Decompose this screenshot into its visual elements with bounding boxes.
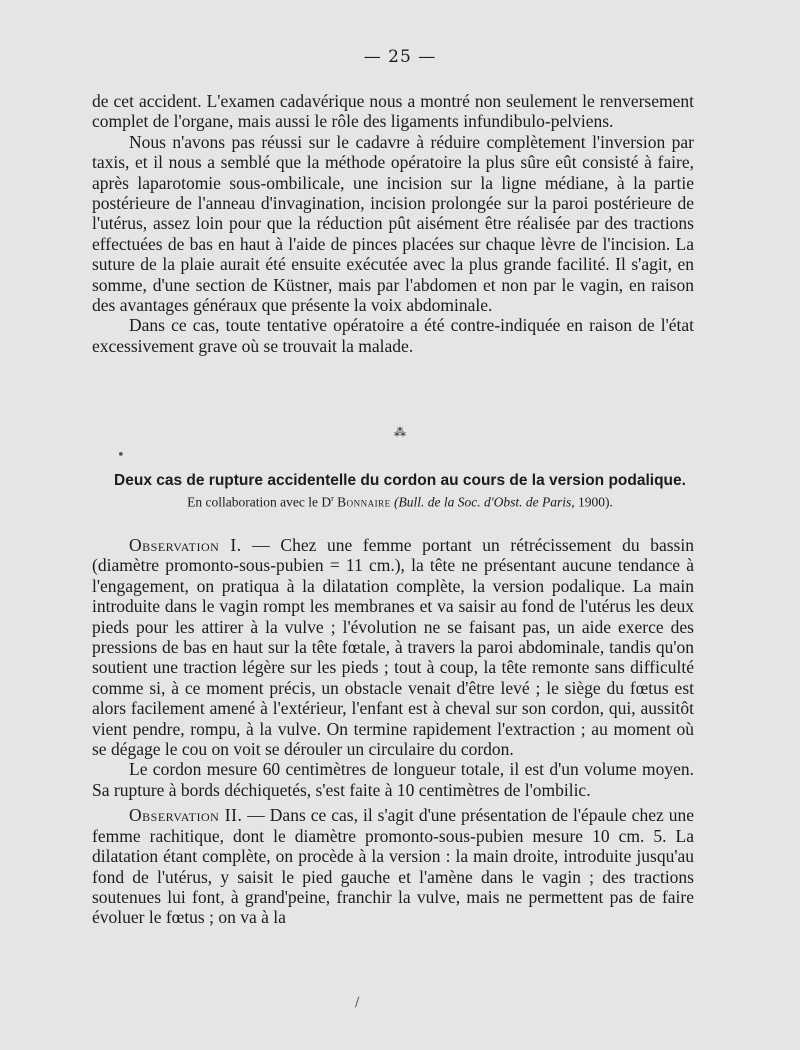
- pencil-mark: /: [355, 995, 360, 1010]
- section-2-text: [92, 535, 694, 928]
- paragraph-conclusion: Dans ce cas, toute tentative opératoire a été contre-indiquée en raison de l'état excessivement grave où se trouvait la malade.: [92, 315, 694, 356]
- observation-1-label: Observation I.: [129, 535, 242, 555]
- observation-1: [92, 535, 694, 759]
- observation-1-follow: Le cordon mesure 60 centimètres de longueur totale, il est d'un volume moyen. Sa rupture à bords déchiquetés, s'est faite à 10 centimètres de l'ombilic.: [92, 759, 694, 800]
- observation-1-text: — Chez une femme portant un rétrécissement du bassin (diamètre promonto-sous-pubien = 11 cm.), la tête ne présentant aucune tendance à l'engagement, on pratiqua à la dilatation complète, la version podalique. La main introduite dans le vagin rompt les membranes et va saisir au fond de l'utérus les deux pieds pour les attirer à la vulve ; l'évolution ne se faisant pas, un aide exerce des pressions de bas en haut sur la tête fœtale, à travers la paroi abdominale, tandis qu'on soutient une traction légère sur les pieds ; tout à coup, la tête remonte sans difficulté comme si, à ce moment précis, un obstacle venait d'être levé ; le siège du fœtus est alors facilement amené à l'extérieur, l'enfant est à cheval sur son cordon, qui, aussitôt vient pendre, rompu, à la vulve. On termine rapidement l'extraction ; au moment où se dégage le cou on voit se dérouler un circulaire du cordon.: [92, 535, 694, 760]
- collaboration-line: [0, 494, 800, 511]
- reference-year: 1900).: [578, 494, 613, 510]
- paragraph-continuation: de cet accident. L'examen cadavérique nous a montré non seulement le renversement complet de l'organe, mais aussi le rôle des ligaments infundibulo-pelviens.: [92, 91, 694, 132]
- observation-2-text: — Dans ce cas, il s'agit d'une présentation de l'épaule chez une femme rachitique, dont le diamètre promonto-sous-pubien mesure 10 cm. 5. La dilatation étant complète, on procède à la version : la main droite, introduite jusqu'au fond de l'utérus, y saisit le pied gauche et l'amène dans le vagin ; des tractions soutenues lui font, à grand'peine, franchir la vulve, mais ne permettent pas de faire évoluer le fœtus ; on va à la: [92, 805, 694, 928]
- speck-mark: •: [117, 448, 125, 463]
- paragraph-inversion: Nous n'avons pas réussi sur le cadavre à réduire complètement l'inversion par taxis, et il nous a semblé que la méthode opératoire la plus sûre eût consisté à faire, après laparotomie sous-ombilicale, une incision sur la ligne médiane, à la partie postérieure de l'anneau d'invagination, incision prolongée sur la paroi postérieure de l'utérus, assez loin pour que la réduction pût aisément être réalisée par des tractions effectuées de bas en haut à l'aide de pinces placées sur chaque lèvre de l'incision. La suture de la plaie aurait été ensuite exécutée avec la plus grande facilité. Il s'agit, en somme, d'une section de Küstner, mais par l'abdomen et non par le vagin, en raison des avantages généraux que présente la voix abdominale.: [92, 131, 694, 316]
- page-number: — 25 —: [363, 47, 437, 67]
- observation-2-label: Observation II.: [129, 805, 243, 826]
- collaboration-prefix-sup: r: [331, 494, 334, 503]
- section-1-text: [92, 91, 694, 356]
- observation-2: [92, 805, 694, 927]
- section-heading: Deux cas de rupture accidentelle du cordon au cours de la version podalique.: [114, 472, 686, 489]
- journal-reference: (Bull. de la Soc. d'Obst. de Paris,: [394, 494, 575, 510]
- collaborator-name: Bonnaire: [337, 494, 391, 510]
- asterism-separator: ⁂: [394, 425, 406, 439]
- collaboration-prefix: En collaboration avec le D: [187, 494, 332, 510]
